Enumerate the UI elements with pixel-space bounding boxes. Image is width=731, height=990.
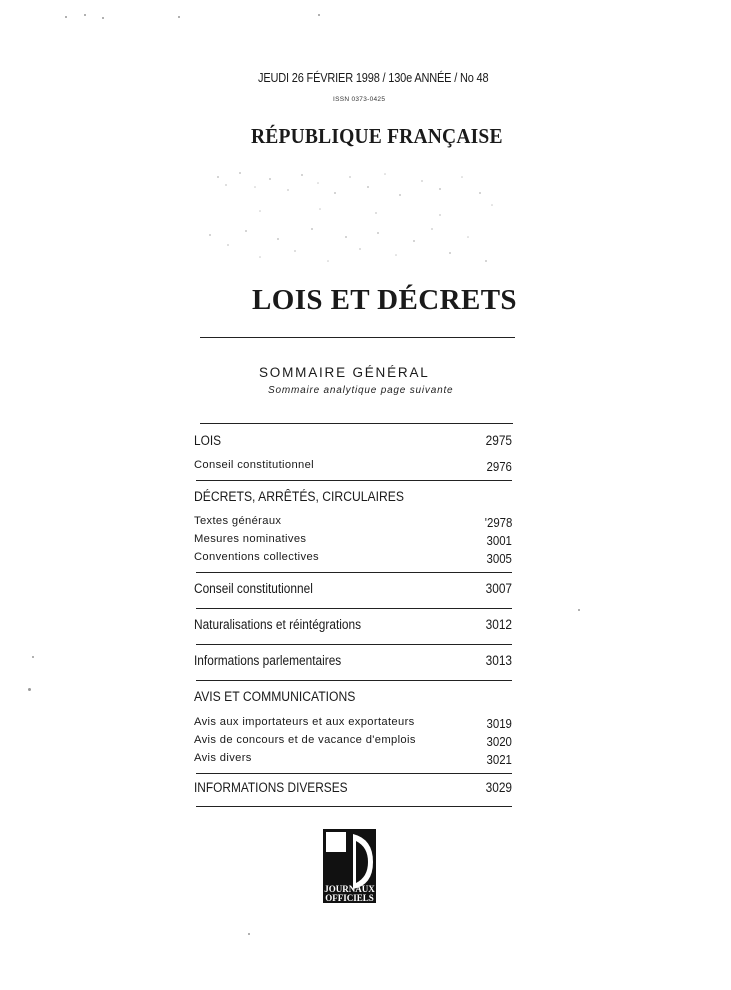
toc-page-number: 3021	[486, 752, 512, 767]
divider	[196, 644, 512, 645]
toc-page-number: 2975	[485, 433, 512, 448]
logo-line-2: OFFICIELS	[325, 893, 374, 903]
issue-dateline: JEUDI 26 FÉVRIER 1998 / 130e ANNÉE / No 48	[258, 71, 489, 85]
toc-page-number: 3019	[486, 716, 512, 731]
divider	[200, 423, 513, 424]
divider	[196, 773, 512, 774]
toc-label: Avis de concours et de vacance d'emplois	[194, 734, 416, 746]
toc-label: Conseil constitutionnel	[194, 581, 313, 596]
summary-subtitle: Sommaire analytique page suivante	[268, 385, 454, 396]
toc-label: Naturalisations et réintégrations	[194, 617, 362, 632]
toc-heading: DÉCRETS, ARRÊTÉS, CIRCULAIRES	[194, 489, 404, 504]
journaux-officiels-logo	[323, 829, 376, 903]
toc-label: LOIS	[194, 433, 222, 448]
toc-label: Informations parlementaires	[194, 653, 342, 668]
divider	[196, 572, 512, 573]
toc-page-number: 3029	[485, 780, 512, 795]
divider	[196, 680, 512, 681]
republic-heading: RÉPUBLIQUE FRANÇAISE	[251, 124, 503, 148]
toc-label: Avis divers	[194, 752, 252, 764]
summary-title: SOMMAIRE GÉNÉRAL	[259, 365, 430, 380]
divider	[196, 806, 512, 807]
toc-label: Textes généraux	[194, 515, 282, 527]
divider	[200, 337, 515, 338]
toc-label: Conseil constitutionnel	[194, 459, 314, 471]
toc-page-number: 3020	[486, 734, 512, 749]
toc-page-number: 3005	[486, 551, 512, 566]
toc-page-number: 2976	[486, 459, 512, 474]
toc-heading: AVIS ET COMMUNICATIONS	[194, 689, 356, 704]
issn-number: ISSN 0373-0425	[333, 96, 386, 103]
toc-page-number: 3013	[485, 653, 512, 668]
toc-label: Mesures nominatives	[194, 533, 307, 545]
faded-masthead-image	[200, 165, 500, 275]
logo-line-1: JOURNAUX	[324, 884, 375, 894]
toc-label: Avis aux importateurs et aux exportateurs	[194, 716, 415, 728]
divider	[196, 608, 512, 609]
toc-page-number: 3007	[485, 581, 512, 596]
section-title: LOIS ET DÉCRETS	[252, 284, 517, 316]
toc-label: INFORMATIONS DIVERSES	[194, 780, 348, 795]
toc-label: Conventions collectives	[194, 551, 319, 563]
toc-page-number: 3012	[485, 617, 512, 632]
toc-page-number: 3001	[486, 533, 512, 548]
toc-page-number: '2978	[484, 515, 512, 530]
divider	[196, 480, 512, 481]
